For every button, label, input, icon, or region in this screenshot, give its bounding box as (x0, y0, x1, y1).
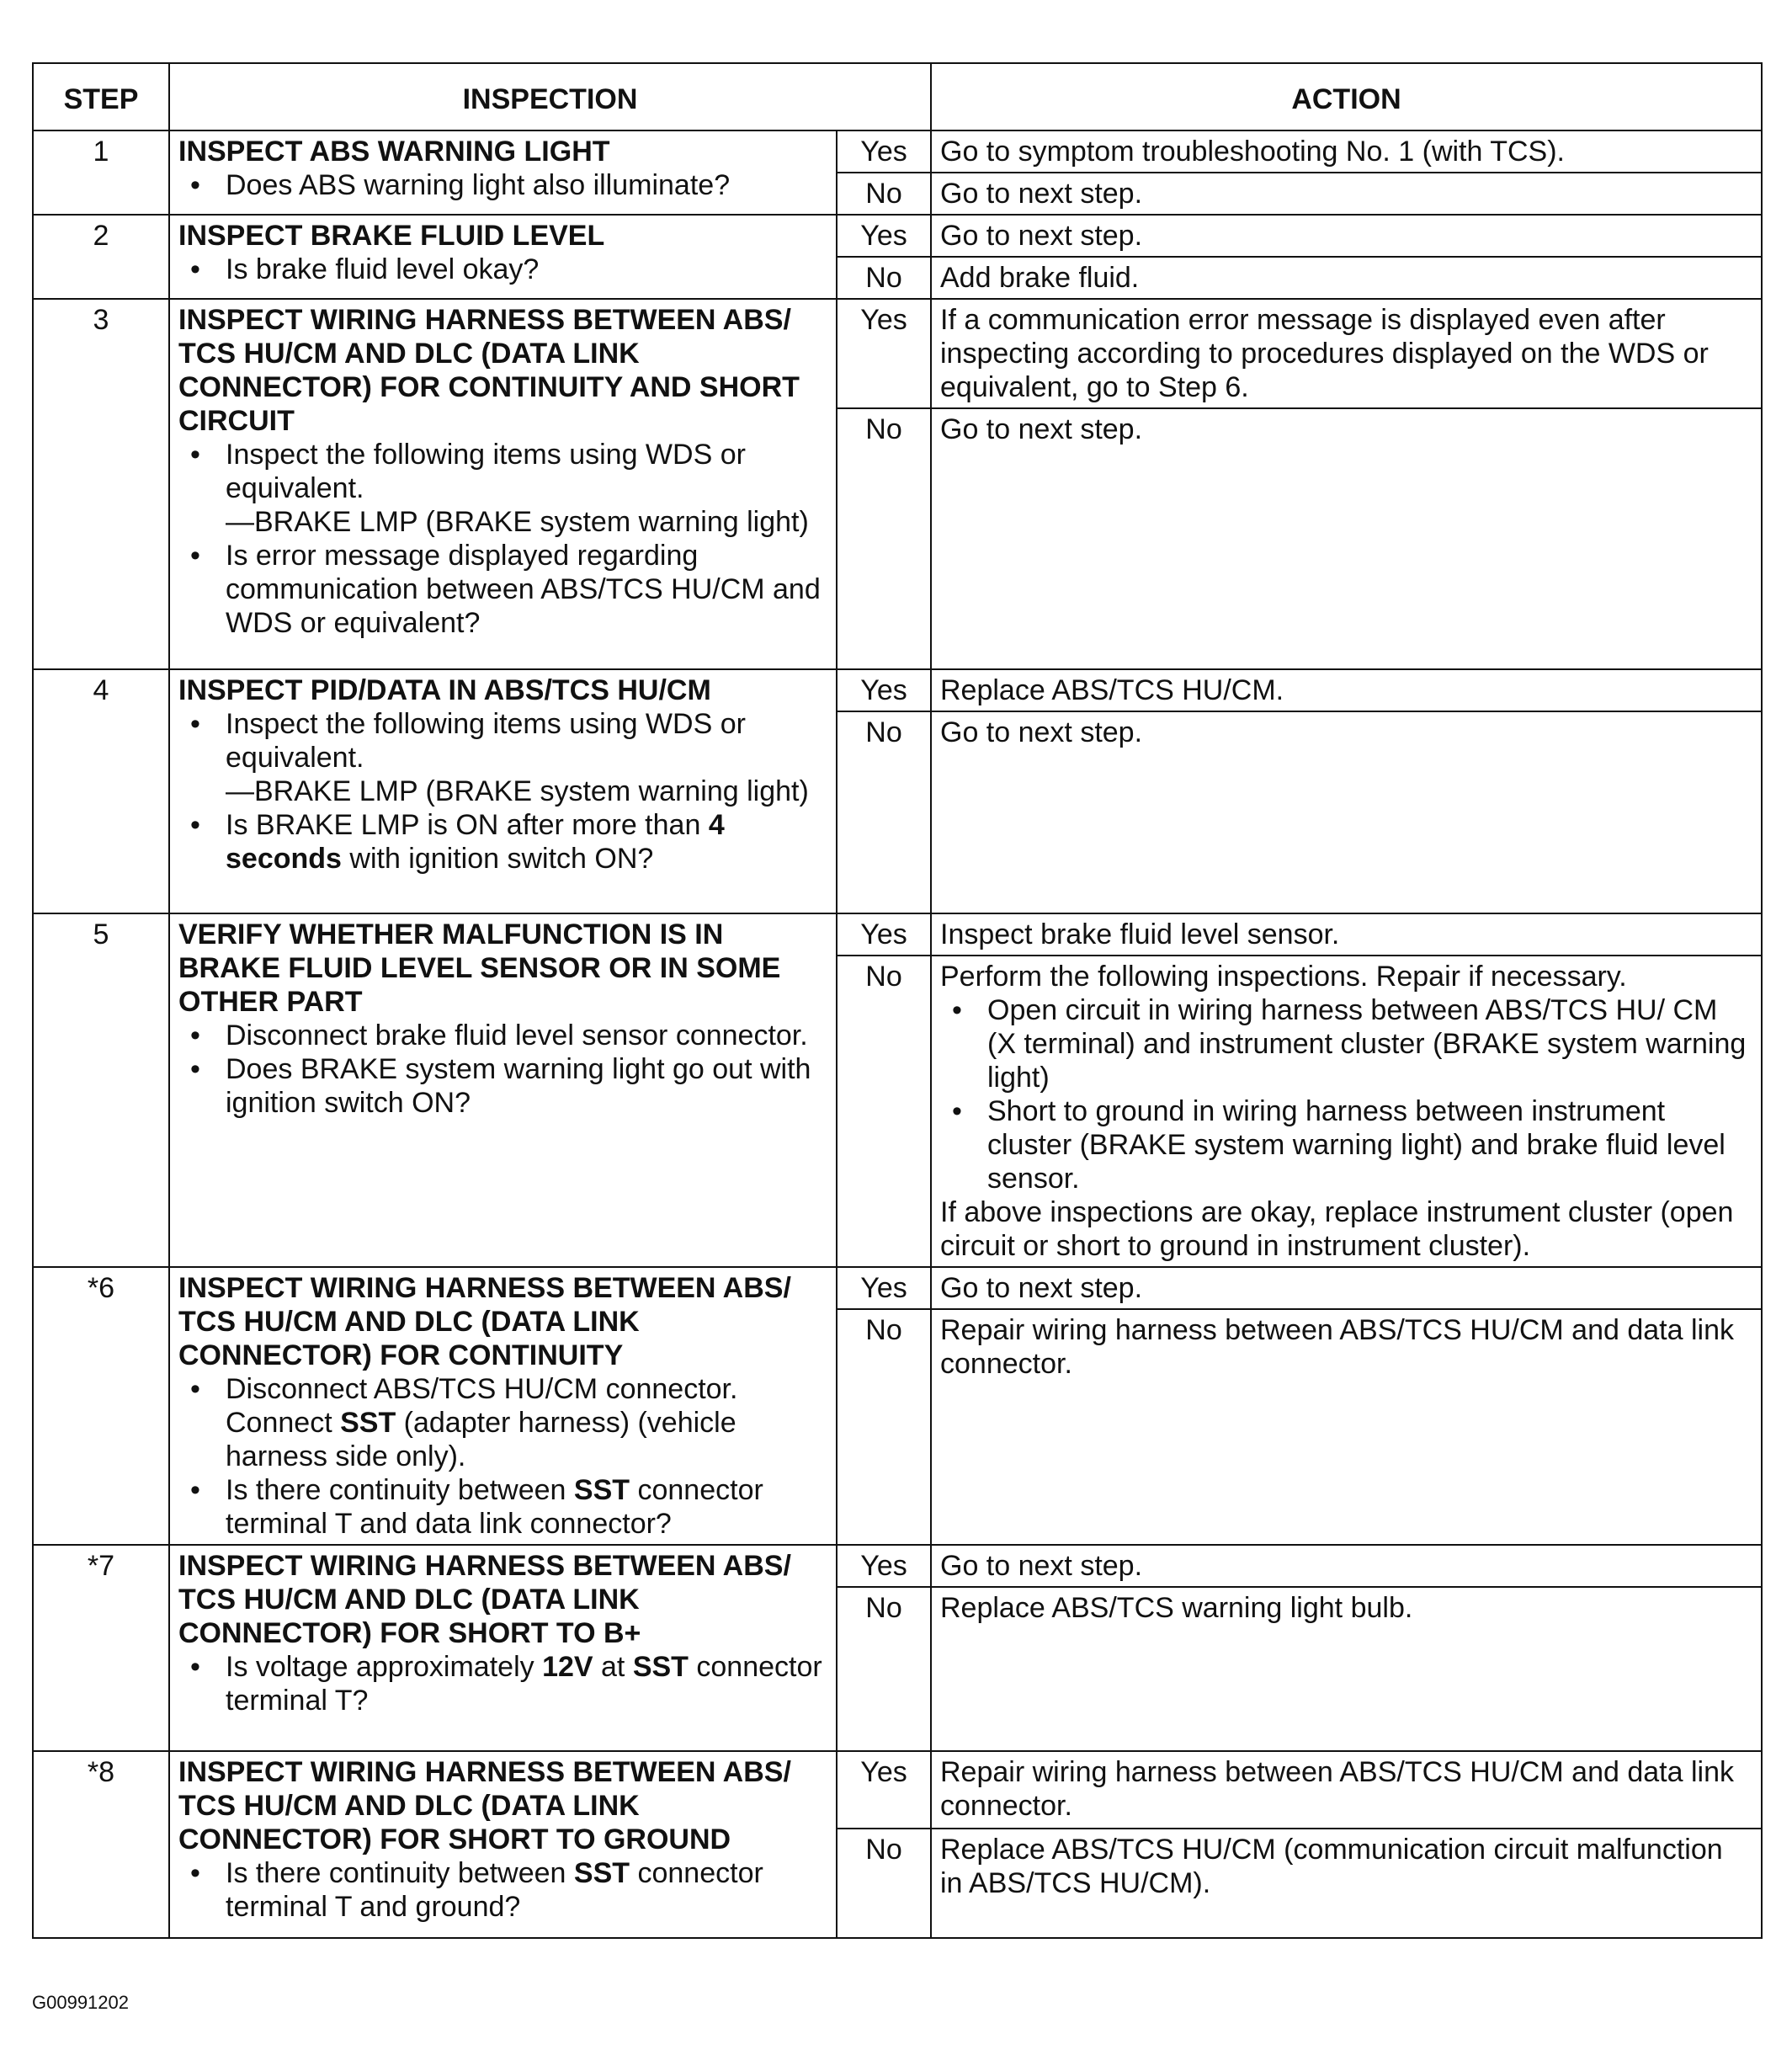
bullet-text: with ignition switch ON? (341, 843, 654, 875)
no-action (931, 956, 1762, 1267)
bullet-text: Inspect the following items using WDS or equivalent. (226, 439, 746, 504)
no-action: Add brake fluid. (931, 257, 1762, 299)
inspection-title: INSPECT WIRING HARNESS BETWEEN ABS/ TCS HU/CM AND DLC (DATA LINK CONNECTOR) FOR CONTINUITY (178, 1272, 791, 1371)
inspection-title: INSPECT WIRING HARNESS BETWEEN ABS/ TCS HU/CM AND DLC (DATA LINK CONNECTOR) FOR SHORT TO GROUND (178, 1756, 791, 1855)
sub-item: — BRAKE LMP (BRAKE system warning light) (226, 505, 827, 539)
inspection-title: INSPECT BRAKE FLUID LEVEL (178, 220, 605, 252)
yes-label: Yes (837, 669, 931, 711)
inspection-title: INSPECT ABS WARNING LIGHT (178, 136, 610, 168)
table-row (33, 669, 1762, 711)
no-label: No (837, 173, 931, 215)
bullet-emphasis: 4 seconds (226, 809, 725, 875)
step-number: 4 (33, 669, 169, 913)
yes-label: Yes (837, 215, 931, 257)
bullet-text: Is there continuity between (226, 1474, 574, 1506)
figure-code: G00991202 (32, 1992, 129, 2013)
inspection-bullet (226, 1473, 827, 1541)
yes-label: Yes (837, 299, 931, 408)
step-number: *7 (33, 1545, 169, 1751)
inspection-bullet (226, 1372, 827, 1473)
inspection-bullet: • Is brake fluid level okay? (226, 253, 827, 286)
yes-label: Yes (837, 130, 931, 173)
table-row (33, 299, 1762, 408)
step-number: *8 (33, 1751, 169, 1938)
no-label: No (837, 257, 931, 299)
inspection-bullet (226, 438, 827, 539)
header-action: ACTION (931, 63, 1762, 130)
no-action: Go to next step. (931, 408, 1762, 669)
no-action-outro: If above inspections are okay, replace instrument cluster (open circuit or short to ground in instrument cluster). (940, 1196, 1734, 1262)
no-action: Go to next step. (931, 173, 1762, 215)
step-number: 1 (33, 130, 169, 215)
step-number: 5 (33, 913, 169, 1267)
bullet-text: connector terminal T? (226, 1651, 822, 1717)
no-action: Replace ABS/TCS warning light bulb. (931, 1587, 1762, 1751)
yes-label: Yes (837, 1267, 931, 1309)
troubleshooting-table (32, 62, 1763, 1939)
yes-action: Repair wiring harness between ABS/TCS HU/CM and data link connector. (931, 1751, 1762, 1829)
bullet-emphasis: SST (632, 1651, 689, 1683)
inspection-bullet (226, 808, 827, 876)
bullet-emphasis: SST (573, 1474, 630, 1506)
step-number: *6 (33, 1267, 169, 1545)
inspection-cell (169, 1751, 837, 1938)
no-label: No (837, 1587, 931, 1751)
yes-action: Inspect brake fluid level sensor. (931, 913, 1762, 956)
bullet-text: connector terminal T and data link connector? (226, 1474, 763, 1540)
header-step: STEP (33, 63, 169, 130)
bullet-text: Inspect the following items using WDS or equivalent. (226, 708, 746, 774)
inspection-cell (169, 130, 837, 215)
inspection-cell (169, 1267, 837, 1545)
table-row (33, 1545, 1762, 1587)
no-action-intro: Perform the following inspections. Repair if necessary. (940, 961, 1627, 993)
no-action: Replace ABS/TCS HU/CM (communication circuit malfunction in ABS/TCS HU/CM). (931, 1829, 1762, 1938)
yes-label: Yes (837, 1545, 931, 1587)
action-bullet: • Open circuit in wiring harness between ABS/TCS HU/ CM (X terminal) and instrument cluster (BRAKE system warning light) (987, 993, 1752, 1094)
yes-action: Go to next step. (931, 1267, 1762, 1309)
no-label: No (837, 711, 931, 913)
no-action: Repair wiring harness between ABS/TCS HU/CM and data link connector. (931, 1309, 1762, 1545)
sub-item: — BRAKE LMP (BRAKE system warning light) (226, 775, 827, 808)
inspection-title: INSPECT WIRING HARNESS BETWEEN ABS/ TCS HU/CM AND DLC (DATA LINK CONNECTOR) FOR SHORT TO B+ (178, 1550, 791, 1649)
header-row (33, 63, 1762, 130)
yes-action: Go to symptom troubleshooting No. 1 (with TCS). (931, 130, 1762, 173)
bullet-emphasis: 12V (542, 1651, 593, 1683)
inspection-bullet (226, 1856, 827, 1924)
no-label: No (837, 408, 931, 669)
bullet-emphasis: SST (573, 1857, 630, 1889)
inspection-cell (169, 669, 837, 913)
yes-action: Go to next step. (931, 1545, 1762, 1587)
inspection-bullet: • Does ABS warning light also illuminate? (226, 168, 827, 202)
bullet-text: connector terminal T and ground? (226, 1857, 763, 1923)
bullet-text: at (593, 1651, 633, 1683)
yes-label: Yes (837, 1751, 931, 1829)
inspection-title: VERIFY WHETHER MALFUNCTION IS IN BRAKE FLUID LEVEL SENSOR OR IN SOME OTHER PART (178, 918, 781, 1018)
inspection-cell (169, 299, 837, 669)
inspection-bullet: • Disconnect brake fluid level sensor connector. (226, 1019, 827, 1052)
bullet-text: Disconnect ABS/TCS HU/CM connector. Connect (226, 1373, 738, 1439)
bullet-text: Is voltage approximately (226, 1651, 543, 1683)
table-row (33, 130, 1762, 173)
bullet-text: Is BRAKE LMP is ON after more than (226, 809, 709, 841)
inspection-bullet: • Does BRAKE system warning light go out with ignition switch ON? (226, 1052, 827, 1120)
yes-action: Go to next step. (931, 215, 1762, 257)
inspection-title: INSPECT WIRING HARNESS BETWEEN ABS/ TCS HU/CM AND DLC (DATA LINK CONNECTOR) FOR CONTINUITY AND SHORT CIRCUIT (178, 304, 800, 437)
table-row (33, 1751, 1762, 1829)
yes-action: Replace ABS/TCS HU/CM. (931, 669, 1762, 711)
inspection-cell (169, 215, 837, 299)
action-bullet: • Short to ground in wiring harness between instrument cluster (BRAKE system warning light) and brake fluid level sensor. (987, 1094, 1752, 1195)
bullet-text: (adapter harness) (vehicle harness side only). (226, 1407, 736, 1472)
inspection-bullet: • Is error message displayed regarding communication between ABS/TCS HU/CM and WDS or equivalent? (226, 539, 827, 640)
inspection-bullet (226, 1650, 827, 1717)
inspection-cell (169, 913, 837, 1267)
no-label: No (837, 956, 931, 1267)
inspection-title: INSPECT PID/DATA IN ABS/TCS HU/CM (178, 674, 711, 706)
bullet-text: Is there continuity between (226, 1857, 574, 1889)
header-inspection: INSPECTION (169, 63, 931, 130)
no-action: Go to next step. (931, 711, 1762, 913)
yes-action: If a communication error message is displayed even after inspecting according to procedures displayed on the WDS or equivalent, go to Step 6. (931, 299, 1762, 408)
step-number: 2 (33, 215, 169, 299)
no-label: No (837, 1309, 931, 1545)
inspection-bullet (226, 707, 827, 808)
table-row (33, 1267, 1762, 1309)
bullet-emphasis: SST (340, 1407, 396, 1439)
inspection-cell (169, 1545, 837, 1751)
table-row (33, 215, 1762, 257)
table-row (33, 913, 1762, 956)
no-label: No (837, 1829, 931, 1938)
yes-label: Yes (837, 913, 931, 956)
step-number: 3 (33, 299, 169, 669)
